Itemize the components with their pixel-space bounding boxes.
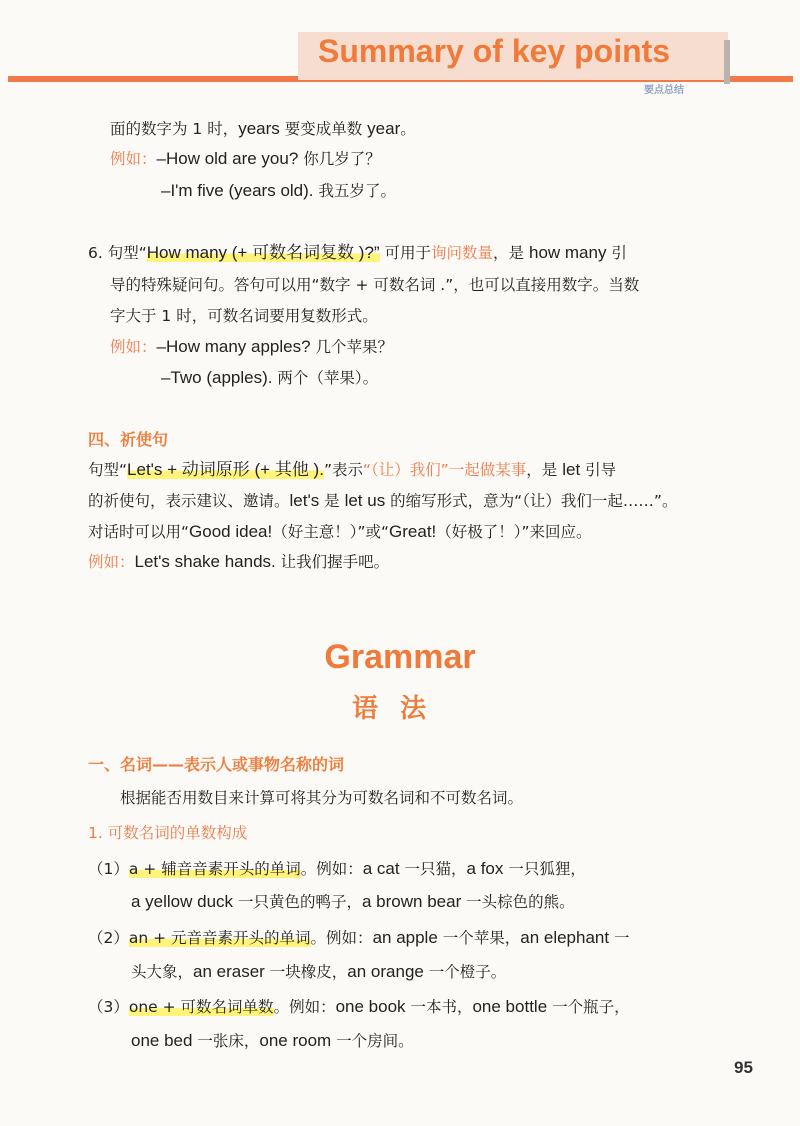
word-lets: let's: [289, 491, 320, 510]
text: 一块橡皮，: [264, 963, 348, 981]
nouns-intro: 根据能否用数目来计算可将其分为可数名词和不可数名词。: [120, 789, 524, 807]
text: 一个瓶子，: [547, 998, 630, 1016]
text: 一: [609, 929, 630, 947]
example-zh: 让我们握手吧。: [275, 553, 390, 571]
rule-number: （3）: [88, 998, 129, 1016]
text: 的祈使句，表示建议、邀请。: [88, 492, 290, 510]
word-let-us: let us: [344, 491, 386, 510]
example-word: one book: [335, 997, 406, 1016]
header-subtitle: 要点总结: [644, 85, 684, 96]
text: ，是: [526, 461, 563, 479]
example-en: –How many apples?: [156, 337, 311, 356]
highlight-pattern: How many (+ 可数名词复数 )?”: [146, 243, 380, 262]
text: 一头棕色的熊。: [461, 893, 575, 911]
example-zh: 几个苹果？: [310, 338, 393, 356]
highlight-rule: an + 元音音素开头的单词: [128, 929, 311, 947]
text: （好极了！）”来回应。: [436, 523, 592, 541]
section-nouns-heading: 一、名词——表示人或事物名称的词: [88, 755, 345, 774]
text: 头大象，: [131, 963, 194, 981]
text: 。: [400, 120, 416, 138]
text: 是: [319, 492, 345, 510]
example-en: Let's shake hands.: [134, 552, 276, 571]
text: 。例如：: [273, 998, 336, 1016]
example-label: 例如：: [110, 150, 157, 168]
rule-3-line-2: [131, 1030, 414, 1052]
imperative-line-3: [88, 521, 592, 543]
text: 。例如：: [310, 929, 373, 947]
text: 一本书，: [405, 998, 473, 1016]
text: 可用于: [379, 244, 432, 262]
text: ”表示: [323, 461, 363, 479]
text: 引: [606, 244, 627, 262]
text: 一张床，: [192, 1032, 260, 1050]
text: 对话时可以用“: [88, 523, 190, 541]
rule-number: （1）: [88, 860, 129, 878]
item6-line-3: 字大于 1 时，可数名词要用复数形式。: [110, 307, 378, 325]
example-word: an eraser: [193, 962, 265, 981]
item-number: 6. 句型“: [88, 244, 147, 262]
grammar-title: Grammar: [324, 638, 476, 676]
example-label: 例如：: [88, 553, 135, 571]
word-how-many: how many: [528, 243, 607, 262]
example-en: –How old are you?: [156, 149, 299, 168]
top-example-2: [161, 180, 396, 202]
meaning-emphasis: “（让）我们”一起做某事: [362, 461, 527, 479]
item6-example-1: [110, 336, 393, 358]
example-label: 例如：: [110, 338, 157, 356]
text: 的缩写形式，意为“（让）我们一起……”。: [385, 492, 678, 510]
countable-subheading: 1. 可数名词的单数构成: [88, 824, 248, 842]
example-en: –Two (apples).: [161, 368, 273, 387]
text: 一个橙子。: [423, 963, 507, 981]
example-en: –I'm five (years old).: [161, 181, 314, 200]
text: 句型“: [88, 461, 128, 479]
text: 一只黄色的鸭子，: [233, 893, 362, 911]
text: 一只猫，: [399, 860, 467, 878]
imperative-example: [88, 551, 389, 573]
example-word: an elephant: [520, 928, 610, 947]
rule-2-line-1: [88, 927, 630, 949]
rule-number: （2）: [88, 929, 129, 947]
text: 一个房间。: [331, 1032, 414, 1050]
example-word: a yellow duck: [131, 892, 234, 911]
text: 一只狐狸，: [503, 860, 586, 878]
example-word: one room: [259, 1031, 332, 1050]
grammar-subtitle: 语法: [351, 694, 448, 724]
word-let: let: [562, 460, 581, 479]
example-word: a fox: [466, 859, 504, 878]
imperative-line-1: [88, 459, 616, 481]
header-title: Summary of key points: [318, 33, 671, 69]
example-zh: 你几岁了？: [298, 150, 381, 168]
word-year: year: [367, 119, 401, 138]
item6-line-2: 导的特殊疑问句。答句可以用“数字 + 可数名词 .”，也可以直接用数字。当数: [110, 276, 640, 294]
example-zh: 我五岁了。: [313, 182, 396, 200]
example-zh: 两个（苹果）。: [272, 369, 379, 387]
word-good-idea: Good idea!: [189, 522, 273, 541]
rule-2-line-2: [131, 961, 506, 983]
item6-example-2: [161, 367, 378, 389]
top-line-1: [110, 118, 416, 140]
text: （好主意！）”或“: [272, 523, 390, 541]
example-word: one bed: [131, 1031, 193, 1050]
example-word: a cat: [362, 859, 400, 878]
text: 。例如：: [300, 860, 363, 878]
example-word: an apple: [372, 928, 438, 947]
text: 要变成单数: [279, 120, 368, 138]
page-number: 95: [734, 1058, 753, 1077]
example-word: a brown bear: [362, 892, 462, 911]
highlight-rule: one + 可数名词单数: [128, 998, 274, 1016]
rule-1-line-1: [88, 858, 586, 880]
text: ，是: [493, 244, 529, 262]
rule-3-line-1: [88, 996, 630, 1018]
item6-line-1: [88, 242, 627, 264]
text: 面的数字为 1 时，: [110, 120, 239, 138]
word-years: years: [238, 119, 280, 138]
example-word: an orange: [347, 962, 424, 981]
highlight-pattern: Let's + 动词原形 (+ 其他 ).: [127, 460, 324, 479]
section-imperative-heading: 四、祈使句: [88, 430, 169, 449]
text: 一个苹果，: [437, 929, 521, 947]
imperative-line-2: [88, 490, 677, 512]
top-example-1: [110, 148, 381, 170]
usage-emphasis: 询问数量: [431, 244, 494, 262]
example-word: one bottle: [472, 997, 548, 1016]
highlight-rule: a + 辅音音素开头的单词: [128, 860, 301, 878]
rule-1-line-2: [131, 891, 575, 913]
word-great: Great!: [389, 522, 437, 541]
text: 引导: [580, 461, 617, 479]
